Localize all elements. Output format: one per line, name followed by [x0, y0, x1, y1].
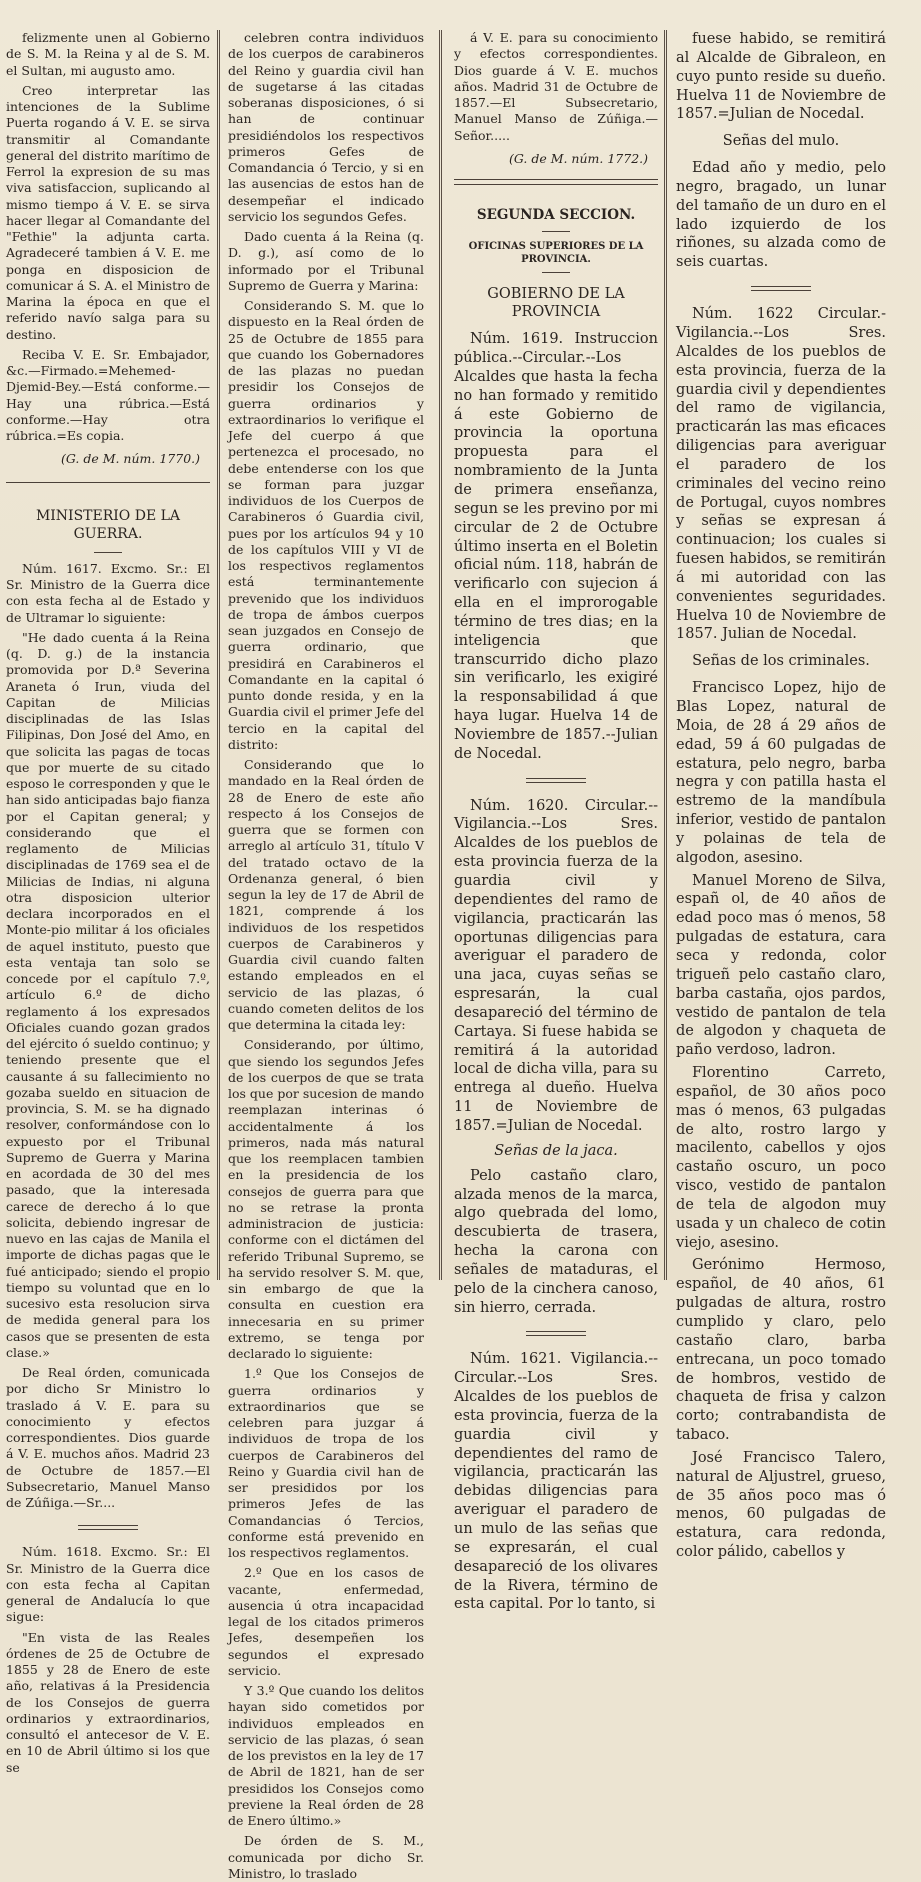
ministry-heading: MINISTERIO DE LA GUERRA. — [35, 507, 181, 542]
divider — [94, 552, 122, 553]
criminal-entry: José Francisco Talero, natural de Aljustrel, grueso, de 35 años poco mas ó menos, 60 pulgadas de estatura, cara redonda, color pálido, cabellos y — [676, 1449, 886, 1561]
jaca-description: Pelo castaño claro, alzada menos de la marca, algo quebrada del lomo, descubierta de trasera, hecha la carona con señales de mataduras, el pelo de la cinchera canoso, sin hierro, cerrada. — [454, 1167, 658, 1316]
column-divider — [217, 30, 221, 1280]
article-1621: Núm. 1621. Vigilancia.--Circular.--Los Sres. Alcaldes de los pueblos de esta provincia, fuerza de la guardia civil y dependientes del ramo de vigilancia, practicarán las debidas diligencias para averiguar el paradero de un mulo de las señas que se expresarán, el cual desapareció de los olivares de la Rivera, término de esta capital. Por lo tanto, si — [454, 1351, 658, 1613]
column-divider — [664, 30, 668, 1280]
criminals-heading: Señas de los criminales. — [692, 653, 870, 670]
mulo-heading: Señas del mulo. — [722, 133, 840, 150]
paragraph: 1.º Que los Consejos de guerra ordinarios y extraordinarios que se celebren para juzgar á individuos de tropa de los cuerpos de Carabineros del Reino y Guardia civil han de ser presididos por los primeros Jefes de las Comandancias ó Tercios, conforme está prevenido en los respectivos reglamentos. — [228, 1366, 424, 1560]
government-heading: GOBIERNO DE LA PROVINCIA — [487, 285, 625, 321]
paragraph: Núm. 1617. Excmo. Sr.: El Sr. Ministro de la Guerra dice con esta fecha al de Estado y de Ultramar lo siguiente: — [6, 560, 210, 625]
paragraph: Y 3.º Que cuando los delitos hayan sido cometidos por individuos empleados en servicio de las plazas, ó sean de los previstos en la ley de 17 de Abril de 1821, han de ser presididos los Consejos como previene la Real órden de 28 de Enero último.» — [228, 1683, 424, 1828]
divider — [542, 272, 570, 273]
article-1622: Núm. 1622 Circular.-Vigilancia.--Los Sres. Alcaldes de los pueblos de esta provincia, fuerza de la guardia civil y dependientes del ramo de vigilancia, practicarán las mas eficaces diligencias para averiguar el paradero de los criminales del vecino reino de Portugal, cuyos nombres y señas se expresan á continuacion; los cuales si fuesen habidos, se remitirán á mi autoridad con las convenientes seguridades. Huelva 10 de Noviembre de 1857. Julian de Nocedal. — [676, 306, 886, 643]
divider — [526, 778, 586, 783]
source-reference: (G. de M. núm. 1770.) — [60, 451, 200, 467]
paragraph: fuese habido, se remitirá al Alcalde de Gibraleon, en cuyo punto reside su dueño. Huelva 11 de Noviembre de 1857.=Julian de Nocedal. — [676, 31, 886, 123]
source-reference: (G. de M. núm. 1772.) — [508, 150, 648, 166]
paragraph: Reciba V. E. Sr. Embajador, &c.—Firmado.=Mehemed-Djemid-Bey.—Está conforme.—Hay una rúbrica.—Está conforme.—Hay otra rúbrica.=Es copia. — [6, 346, 210, 443]
column-4 — [676, 30, 886, 1561]
column-divider — [439, 30, 443, 1280]
paragraph: felizmente unen al Gobierno de S. M. la Reina y al de S. M. el Sultan, mi augusto amo. — [6, 30, 210, 78]
column-2 — [228, 30, 424, 1881]
criminal-entry: Francisco Lopez, hijo de Blas Lopez, natural de Moia, de 28 á 29 años de edad, 59 á 60 pulgadas de estatura, pelo negro, barba negra y con patilla hasta el estremo de la mandíbula inferior, vestido de pantalon y polainas de tela de algodon, asesino. — [676, 680, 886, 866]
column-1 — [6, 30, 210, 1775]
paragraph: "En vista de las Reales órdenes de 25 de Octubre de 1855 y 28 de Enero de este año, relativas á la Presidencia de los Consejos de guerra ordinarios y extraordinarios, consultó el antecesor de V. E. en 10 de Abril último si los que se — [6, 1629, 210, 1775]
jaca-heading: Señas de la jaca. — [494, 1142, 618, 1159]
paragraph: De Real órden, comunicada por dicho Sr Ministro lo traslado á V. E. para su conocimiento y efectos correspondientes. Dios guarde á V. E. muchos años. Madrid 23 de Octubre de 1857.—El Subsecretario, Manuel Manso de Zúñiga.—Sr.... — [6, 1365, 210, 1511]
criminal-entry: Manuel Moreno de Silva, españ ol, de 40 años de edad poco mas ó menos, 58 pulgadas de estatura, cara seca y redonda, color trigueñ pelo castaño claro, barba castaña, ojos pardos, vestido de pantalon de tela de algodon y chaqueta de paño verdoso, ladron. — [676, 872, 886, 1059]
criminal-entry: Gerónimo Hermoso, español, de 40 años, 61 pulgadas de altura, rostro cumplido y claro, pelo castaño claro, barba entrecana, un poco tomado de hombros, vestido de chaqueta de frisa y calzon corto; contrabandista de tabaco. — [676, 1257, 886, 1444]
section-subtitle: OFICINAS SUPERIORES DE LA PROVINCIA. — [468, 240, 644, 265]
criminal-entry: Florentino Carreto, español, de 30 años poco mas ó menos, 63 pulgadas de alto, rostro largo y macilento, cabellos y ojos castaño oscuro, un poco visco, vestido de pantalon de tela de algodon muy usada y un chaleco de cotin viejo, asesino. — [676, 1065, 886, 1251]
divider — [751, 286, 811, 291]
divider — [542, 231, 570, 232]
paragraph: Creo interpretar las intenciones de la Sublime Puerta rogando á V. E. se sirva transmitir al Comandante general del distrito marítimo de Ferrol la expresion de su mas viva satisfaccion, suplicando al mismo tiempo á V. E. se sirva hacer llegar al Comandante del "Fethie" la adjunta carta. Agradeceré tambien á V. E. me ponga en disposicion de comunicar á S. A. el Ministro de Marina la época en que el referido navío salga para su destino. — [6, 82, 210, 342]
paragraph: á V. E. para su conocimiento y efectos correspondientes. Dios guarde á V. E. muchos años. Madrid 31 de Octubre de 1857.—El Subsecretario, Manuel Manso de Zúñiga.—Señor..... — [454, 30, 658, 143]
paragraph: celebren contra individuos de los cuerpos de carabineros del Reino y guardia civil han de sugetarse á las citadas soberanas disposiciones, ó si han de continuar presidiéndolos los respectivos primeros Gefes de Comandancia ó Tercio, y si en las ausencias de estos han de desempeñar el indicado servicio los segundos Gefes. — [228, 30, 424, 224]
paragraph: "He dado cuenta á la Reina (q. D. g.) de la instancia promovida por D.ª Severina Araneta ó Irun, viuda del Capitan de Milicias disciplinadas de las Islas Filipinas, Don José del Amo, en que solicita las pagas de tocas que por muerte de su citado esposo le corresponden y que le han sido anticipadas bajo fianza por el Capitan general; y considerando que el reglamento de Milicias disciplinadas de 1769 sea el de Milicias de Indias, ni alguna otra disposicion ulterior declara incorporados en el Monte-pio militar á los oficiales de aquel instituto, puesto que esta ventaja tan solo se concede por el capítulo 7.º, artículo 6.º de dicho reglamento á los expresados Oficiales cuando gozan grados del ejército ó sueldo continuo; y teniendo presente que el causante á su fallecimiento no gozaba sueldo en situacion de provincia, S. M. se ha dignado resolver, conformándose con lo expuesto por el Tribunal Supremo de Guerra y Marina en acordada de 30 del mes pasado, que la interesada carece de derecho á lo que solicita, debiendo ingresar de nuevo en las cajas de Manila el importe de dichas pagas que le fué anticipado; siendo el propio tiempo su voluntad que en lo sucesivo esta resolucion sirva de medida general para los casos que se presenten de esta clase.» — [6, 629, 210, 1360]
article-1620: Núm. 1620. Circular.--Vigilancia.--Los Sres. Alcaldes de los pueblos de esta provincia fuerza de la guardia civil y dependientes del ramo de vigilancia, practicarán las oportunas diligencias para averiguar el paradero de una jaca, cuyas señas se espresarán, la cual desapareció del término de Cartaya. Si fuese habida se remitirá á la autoridad local de dicha villa, para su entrega al dueño. Huelva 11 de Noviembre de 1857.=Julian de Nocedal. — [454, 797, 658, 1134]
divider — [454, 179, 658, 185]
divider — [78, 1525, 138, 1530]
paragraph: 2.º Que en los casos de vacante, enfermedad, ausencia ú otra incapacidad legal de los citados primeros Jefes, desempeñen los segundos el expresado servicio. — [228, 1565, 424, 1678]
divider — [526, 1331, 586, 1336]
paragraph: Núm. 1618. Excmo. Sr.: El Sr. Ministro de la Guerra dice con esta fecha al Capitan general de Andalucía lo que sigue: — [6, 1544, 210, 1625]
paragraph: Considerando, por último, que siendo los segundos Jefes de los cuerpos de que se trata los que por sucesion de mando reemplazan interinas ó accidentalmente á los primeros, nada más natural que los reemplacen tambien en la presidencia de los consejos de guerra para que no se retrase la pronta administracion de justicia: conforme con el dictámen del referido Tribunal Supremo, se ha servido resolver S. M. que, sin embargo de que la consulta en cuestion era innecesaria en su primer extremo, se tenga por declarado lo siguiente: — [228, 1037, 424, 1361]
divider — [6, 482, 210, 483]
section-title: SEGUNDA SECCION. — [476, 207, 636, 223]
paragraph: Considerando que lo mandado en la Real órden de 28 de Enero de este año respecto á los Consejos de guerra que se formen con arreglo al artículo 31, título V del tratado octavo de la Ordenanza general, ó bien segun la ley de 17 de Abril de 1821, comprende á los individuos de los respetidos cuerpos de Carabineros y Guardia civil cuando falten estando empleados en el servicio de las plazas, ó cuando cometen delitos de los que determina la citada ley: — [228, 757, 424, 1032]
paragraph: Considerando S. M. que lo dispuesto en la Real órden de 25 de Octubre de 1855 para que cuando los Gobernadores de las plazas no puedan presidir los Consejos de guerra ordinarios y extraordinarios lo verifique el Jefe del cuerpo á que pertenezca el procesado, no debe entenderse con los que se forman para juzgar individuos de los Cuerpos de Carabineros ó Guardia civil, pues por los artículos 94 y 10 de los capítulos VIII y VI de los respectivos reglamentos está terminantemente prevenido que los individuos de tropa de ámbos cuerpos sean juzgados en Consejo de guerra ordinario, que presidirá en Carabineros el Comandante en la capital ó punto donde resida, y en la Guardia civil el primer Jefe del tercio en la capital del distrito: — [228, 298, 424, 752]
mulo-description: Edad año y medio, pelo negro, bragado, un lunar del tamaño de un duro en el lado izquierdo de los riñones, su alzada como de seis cuartas. — [676, 160, 886, 271]
column-3 — [454, 30, 658, 1613]
paragraph: Dado cuenta á la Reina (q. D. g.), así como de lo informado por el Tribunal Supremo de Guerra y Marina: — [228, 229, 424, 293]
article-1619: Núm. 1619. Instruccion pública.--Circular.--Los Alcaldes que hasta la fecha no han formado y remitido á este Gobierno de provincia la oportuna propuesta para el nombramiento de la Junta de primera enseñanza, segun se les previno por mi circular de 2 de Octubre último inserta en el Boletin oficial núm. 118, habrán de verificarlo con sujecion á ella en el improrogable término de tres dias; en la inteligencia que transcurrido dicho plazo sin verificarlo, les exigiré la responsabilidad á que haya lugar. Huelva 14 de Noviembre de 1857.--Julian de Nocedal. — [454, 331, 658, 762]
paragraph: De órden de S. M., comunicada por dicho Sr. Ministro, lo traslado — [228, 1833, 424, 1881]
